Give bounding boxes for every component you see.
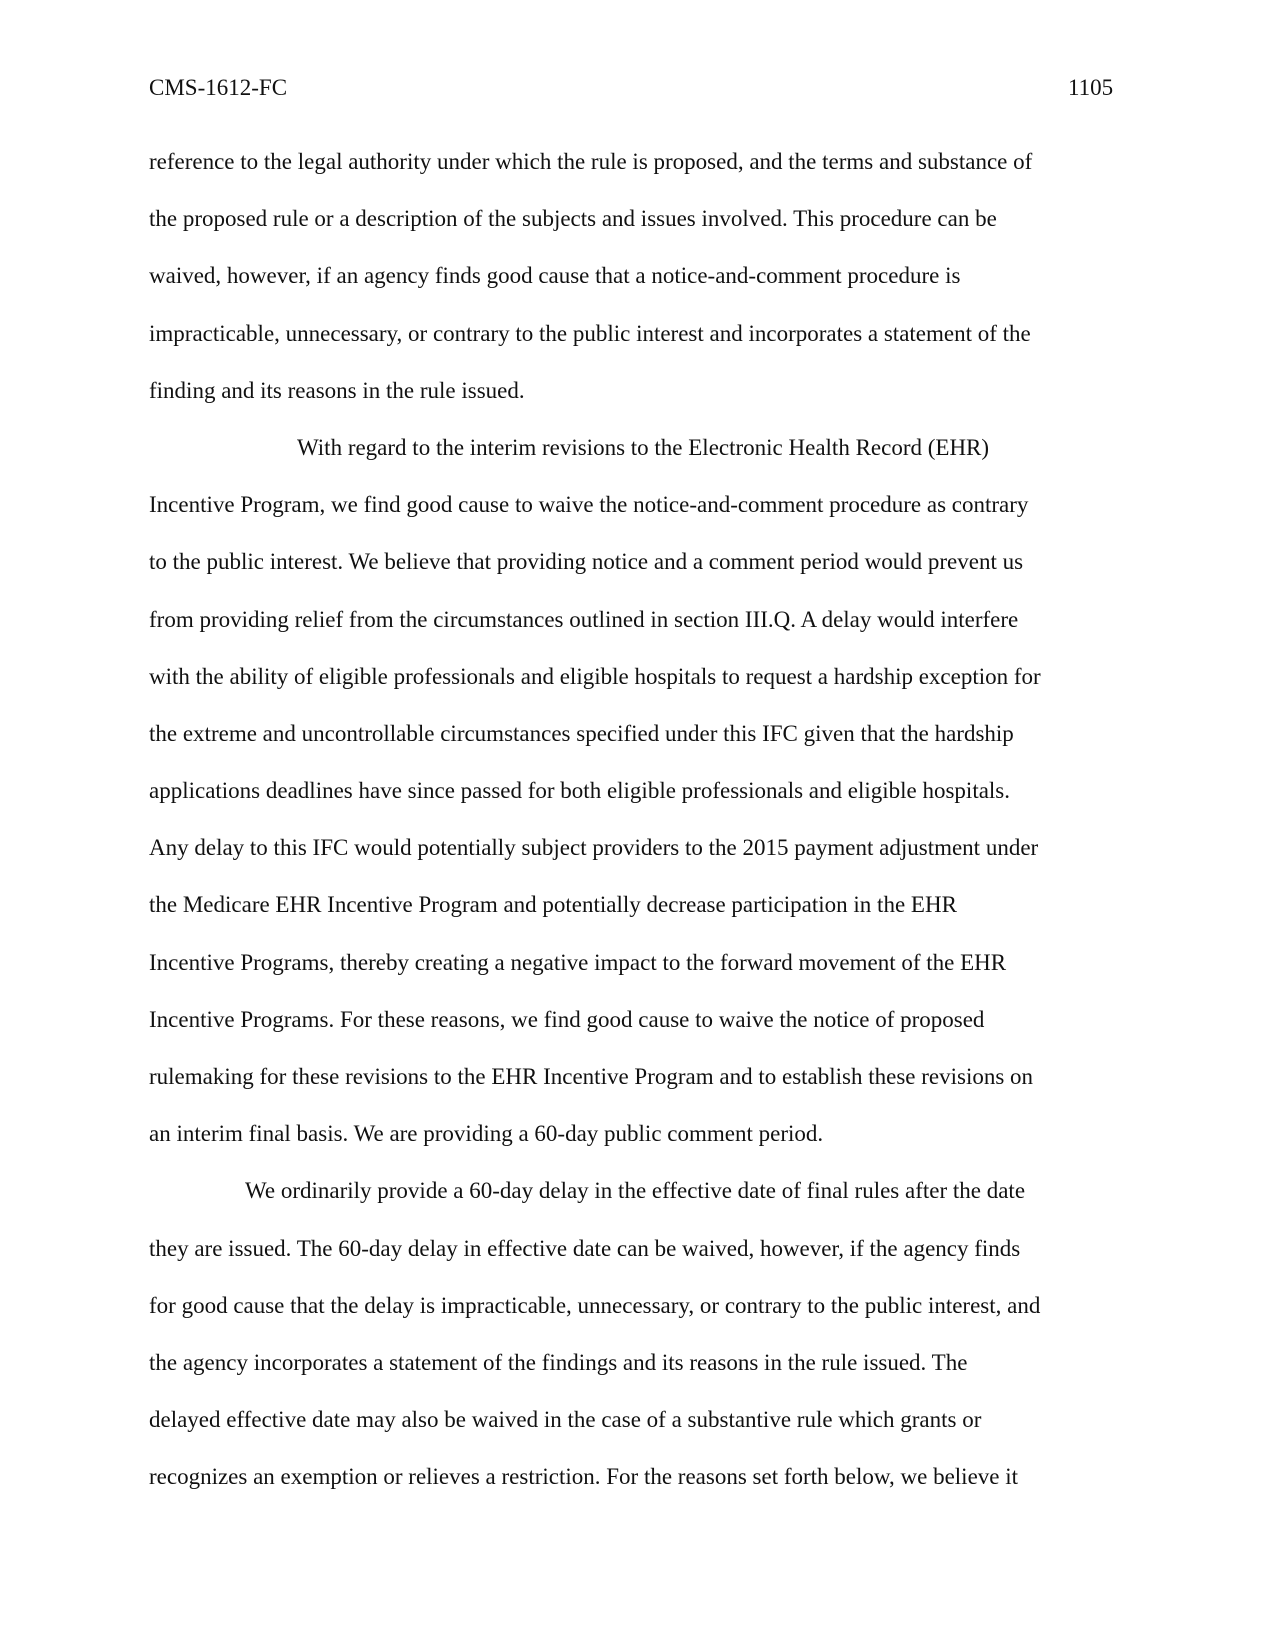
text-line: finding and its reasons in the rule issued. — [149, 377, 525, 403]
text-line: We ordinarily provide a 60-day delay in the effective date of final rules after the date — [245, 1178, 1026, 1204]
text-line: the agency incorporates a statement of the findings and its reasons in the rule issued. The — [149, 1349, 968, 1375]
text-line: delayed effective date may also be waived in the case of a substantive rule which grants or — [149, 1407, 982, 1433]
text-line: they are issued. The 60-day delay in effective date can be waived, however, if the agency finds — [149, 1235, 1021, 1261]
text-line: Incentive Programs, thereby creating a negative impact to the forward movement of the EHR — [149, 949, 1007, 975]
page-number: 1105 — [1068, 75, 1114, 100]
text-line: for good cause that the delay is impracticable, unnecessary, or contrary to the public interest, and — [149, 1292, 1041, 1318]
text-line: Incentive Programs. For these reasons, we find good cause to waive the notice of proposed — [149, 1006, 985, 1032]
text-line: Incentive Program, we find good cause to waive the notice-and-comment procedure as contrary — [149, 492, 1029, 518]
text-line: the extreme and uncontrollable circumstances specified under this IFC given that the hardship — [149, 720, 1014, 746]
text-line: Any delay to this IFC would potentially subject providers to the 2015 payment adjustment under — [149, 835, 1039, 861]
body-text — [149, 148, 1129, 1521]
text-line: the Medicare EHR Incentive Program and potentially decrease participation in the EHR — [149, 892, 957, 918]
text-line: an interim final basis. We are providing a 60-day public comment period. — [149, 1121, 824, 1147]
text-line: from providing relief from the circumstances outlined in section III.Q. A delay would interfere — [149, 606, 1019, 632]
text-line: to the public interest. We believe that providing notice and a comment period would prevent us — [149, 549, 1024, 575]
text-line: applications deadlines have since passed for both eligible professionals and eligible hospitals. — [149, 778, 1011, 804]
text-line: recognizes an exemption or relieves a restriction. For the reasons set forth below, we believe it — [149, 1464, 1019, 1490]
text-line: reference to the legal authority under which the rule is proposed, and the terms and substance of — [149, 149, 1033, 174]
text-line: impracticable, unnecessary, or contrary to the public interest and incorporates a statement of the — [149, 320, 1031, 346]
document-id: CMS-1612-FC — [149, 75, 288, 100]
text-line: with the ability of eligible professionals and eligible hospitals to request a hardship exception for — [149, 663, 1041, 689]
text-line: waived, however, if an agency finds good cause that a notice-and-comment procedure is — [149, 263, 961, 289]
text-line: With regard to the interim revisions to the Electronic Health Record (EHR) — [297, 434, 990, 460]
text-line: rulemaking for these revisions to the EHR Incentive Program and to establish these revisions on — [149, 1064, 1034, 1089]
text-line: the proposed rule or a description of the subjects and issues involved. This procedure can be — [149, 206, 997, 232]
